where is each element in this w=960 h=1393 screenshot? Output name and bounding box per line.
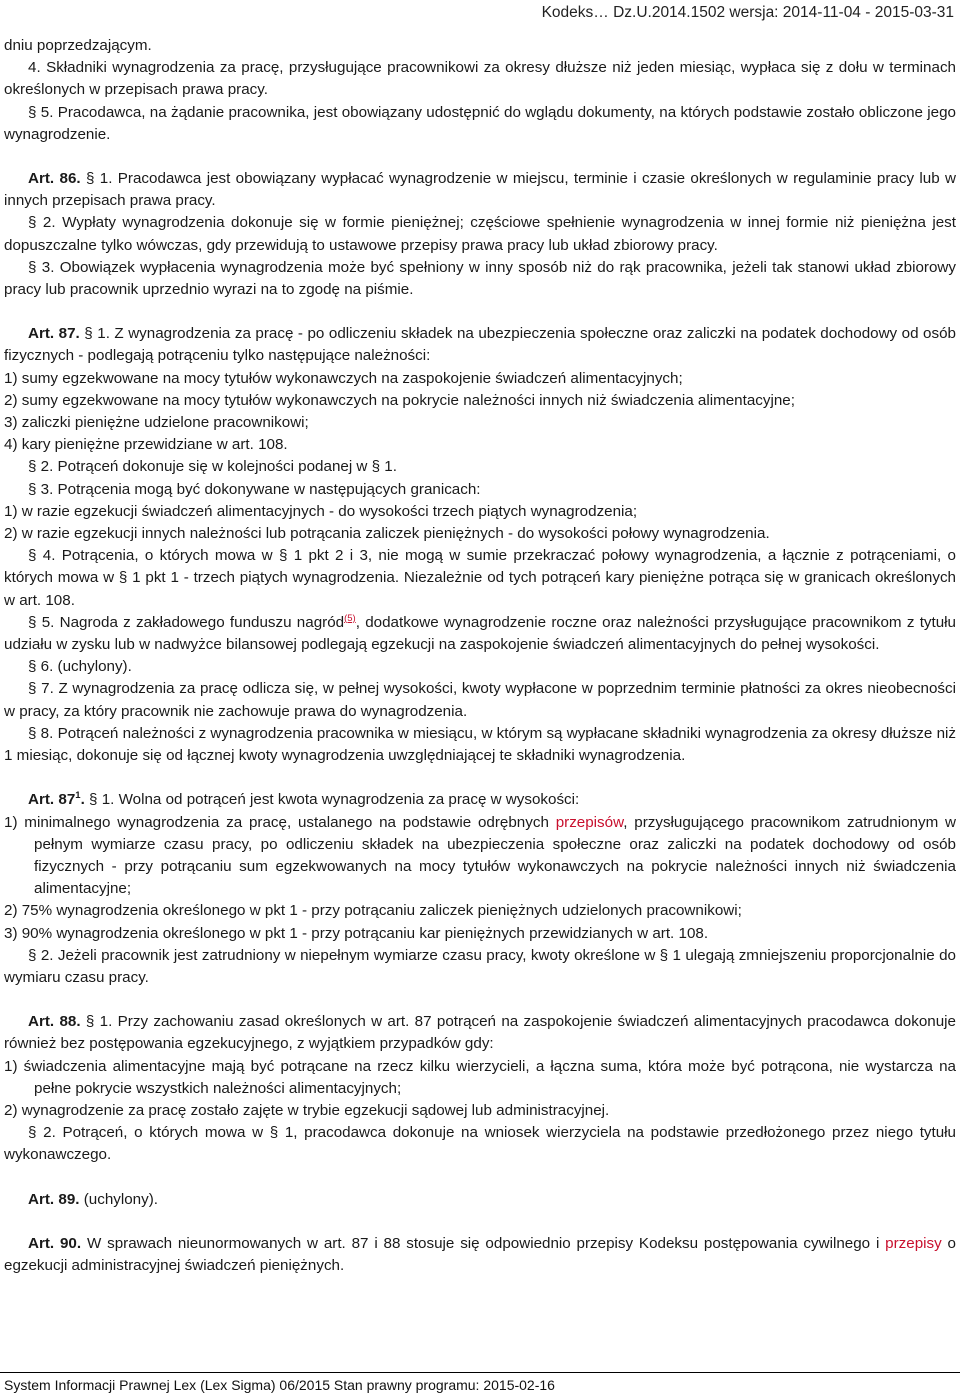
list-item: 3) 90% wynagrodzenia określonego w pkt 1 - przy potrącaniu kar pieniężnych przewidzianych w art. 108. [4, 924, 709, 942]
paragraph: 4. Składniki wynagrodzenia za pracę, przysługujące pracownikowi za okresy dłuższe niż jeden miesiąc, wypłaca się z dołu w terminach określonych w przepisach prawa pracy. [4, 59, 956, 99]
article-number: Art. 89. [28, 1190, 80, 1208]
paragraph: § 2. Wypłaty wynagrodzenia dokonuje się w formie pieniężnej; częściowe spełnienie wynagrodzenia w innej formie niż pieniężna jest dopuszczalne tylko wówczas, gdy przewidują to ustawowe przepisy prawa pracy lub układ zbiorowy pracy. [4, 214, 956, 254]
article-88: Art. 88. § 1. Przy zachowaniu zasad określonych w art. 87 potrąceń na zaspokojenie świadczeń alimentacyjnych pracodawca dokonuje również bez postępowania egzekucyjnego, z wyjątkiem przypadków gdy: [4, 1013, 956, 1053]
document-header: Kodeks… Dz.U.2014.1502 wersja: 2014-11-04 - 2015-03-31 [541, 4, 954, 21]
article-89: Art. 89. (uchylony). [28, 1190, 158, 1208]
article-number: Art. 88. [28, 1013, 81, 1031]
paragraph: § 2. Jeżeli pracownik jest zatrudniony w niepełnym wymiarze czasu pracy, kwoty określone w § 1 ulegają zmniejszeniu proporcjonalnie do wymiaru czasu pracy. [4, 946, 956, 986]
article-90: Art. 90. W sprawach nieunormowanych w art. 87 i 88 stosuje się odpowiednio przepisy Kodeksu postępowania cywilnego i przepisy o egzekucji administracyjnej świadczeń pieniężnych. [4, 1234, 956, 1274]
list-item: 1) minimalnego wynagrodzenia za pracę, ustalanego na podstawie odrębnych przepisów, przysługującego pracownikom zatrudnionym w pełnym wymiarze czasu pracy, po odliczeniu składek na ubezpieczenia społeczne oraz zaliczki na podatek dochodowy od osób fizycznych - przy potrącaniu sum egzekwowanych na mocy tytułów wykonawczych na pokrycie należności innych niż świadczenia alimentacyjne; [4, 813, 956, 898]
article-number: Art. 87. [28, 325, 80, 343]
paragraph: § 4. Potrącenia, o których mowa w § 1 pkt 2 i 3, nie mogą w sumie przekraczać połowy wynagrodzenia, a łącznie z potrąceniami, o których mowa w § 1 pkt 1 - trzech piątych wynagrodzenia. Niezależnie od tych potrąceń kary pieniężne potrąca się w granicach określonych w art. 108. [4, 547, 956, 609]
list-item: 1) świadczenia alimentacyjne mają być potrącane na rzecz kilku wierzycieli, a łączna suma, która może być potrącona, nie wystarcza na pełne pokrycie wszystkich należności alimentacyjnych; [4, 1057, 956, 1097]
article-86: Art. 86. § 1. Pracodawca jest obowiązany wypłacać wynagrodzenie w miejscu, terminie i czasie określonych w regulaminie pracy lub w innych przepisach prawa pracy. [4, 170, 956, 210]
paragraph: § 2. Potrąceń dokonuje się w kolejności podanej w § 1. [28, 458, 397, 476]
paragraph: dniu poprzedzającym. [4, 37, 152, 54]
list-item: 2) w razie egzekucji innych należności lub potrącania zaliczek pieniężnych - do wysokości połowy wynagrodzenia. [4, 525, 770, 543]
paragraph: § 6. (uchylony). [28, 658, 132, 676]
article-87: Art. 87. § 1. Z wynagrodzenia za pracę - po odliczeniu składek na ubezpieczenia społeczne oraz zaliczki na podatek dochodowy od osób fizycznych - podlegają potrąceniu tylko następujące należności: [4, 325, 956, 365]
article-number: Art. 86. [28, 170, 81, 188]
paragraph: § 3. Potrącenia mogą być dokonywane w następujących granicach: [28, 480, 481, 498]
paragraph: § 5. Nagroda z zakładowego funduszu nagród$^{(5)}$, dodatkowe wynagrodzenie roczne oraz należności przysługujące pracownikom z tytułu udziału w zysku lub w nadwyżce bilansowej podlegają egzekucji na zaspokojenie świadczeń alimentacyjnych do pełnej wysokości. [4, 612, 956, 654]
law-link[interactable]: przepisy [885, 1234, 942, 1252]
law-link[interactable]: przepisów [555, 813, 624, 831]
list-item: 3) zaliczki pieniężne udzielone pracownikowi; [4, 414, 309, 432]
paragraph: § 8. Potrąceń należności z wynagrodzenia pracownika w miesiącu, w którym są wypłacane składniki wynagrodzenia za okresy dłuższe niż 1 miesiąc, dokonuje się od łącznej kwoty wynagrodzenia uwzględniającej te składniki wynagrodzenia. [4, 724, 956, 765]
list-item: 2) 75% wynagrodzenia określonego w pkt 1 - przy potrącaniu zaliczek pieniężnych udzielonych pracownikowi; [4, 902, 742, 920]
document-body [4, 35, 956, 1277]
footnote-link[interactable]: (5) [344, 612, 356, 624]
paragraph: § 3. Obowiązek wypłacenia wynagrodzenia może być spełniony w inny sposób niż do rąk pracownika, jeżeli tak stanowi układ zbiorowy pracy lub pracownik uprzednio wyrazi na to zgodę na piśmie. [4, 258, 956, 299]
article-87-1: Art. $87^1$. § 1. Wolna od potrąceń jest kwota wynagrodzenia za pracę w wysokości: [28, 790, 580, 809]
list-item: 1) sumy egzekwowane na mocy tytułów wykonawczych na zaspokojenie świadczeń alimentacyjnych; [4, 369, 683, 387]
list-item: 2) sumy egzekwowane na mocy tytułów wykonawczych na pokrycie należności innych niż świadczenia alimentacyjne; [4, 391, 795, 409]
paragraph: § 7. Z wynagrodzenia za pracę odlicza się, w pełnej wysokości, kwoty wypłacone w poprzednim terminie płatności za okres nieobecności w pracy, za który pracownik nie zachowuje prawa do wynagrodzenia. [4, 680, 956, 720]
paragraph: § 2. Potrąceń, o których mowa w § 1, pracodawca dokonuje na wniosek wierzyciela na podstawie przedłożonego przez niego tytułu wykonawczego. [4, 1124, 956, 1164]
document-footer: System Informacji Prawnej Lex (Lex Sigma) 06/2015 Stan prawny programu: 2015-02-16 [0, 1372, 960, 1393]
list-item: 2) wynagrodzenie za pracę zostało zajęte w trybie egzekucji sądowej lub administracyjnej. [4, 1101, 610, 1119]
paragraph: § 5. Pracodawca, na żądanie pracownika, jest obowiązany udostępnić do wglądu dokumenty, na których podstawie zostało obliczone jego wynagrodzenie. [4, 103, 956, 143]
article-number: Art. $87^1$. [28, 790, 85, 809]
article-number: Art. 90. [28, 1234, 82, 1252]
list-item: 1) w razie egzekucji świadczeń alimentacyjnych - do wysokości trzech piątych wynagrodzenia; [4, 502, 638, 520]
list-item: 4) kary pieniężne przewidziane w art. 108. [4, 436, 288, 454]
